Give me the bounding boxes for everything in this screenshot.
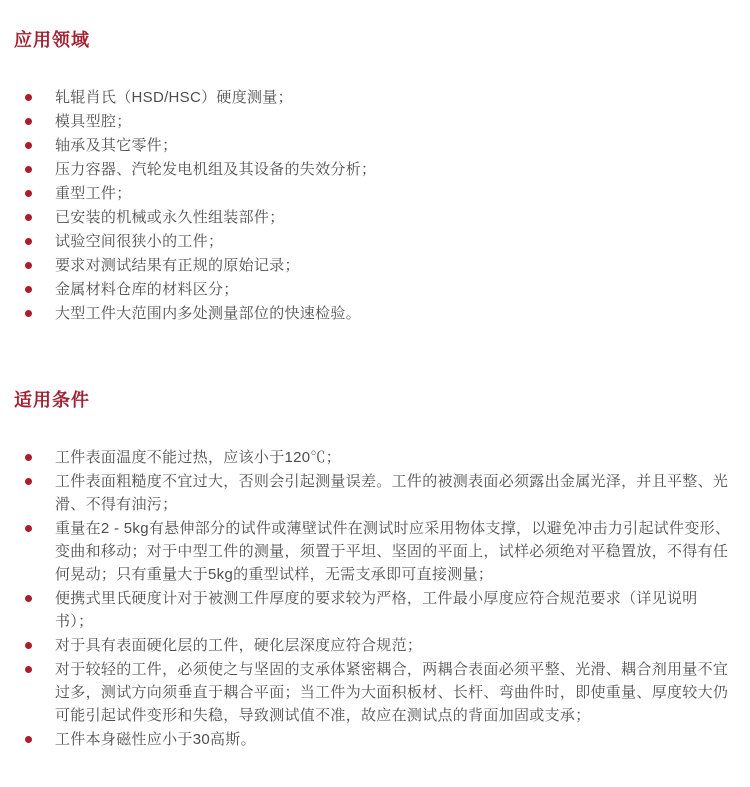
- list-item-text: 已安装的机械或永久性组装部件；: [55, 209, 285, 226]
- list-item: [0, 86, 750, 110]
- bullet-icon: [25, 478, 32, 485]
- bullet-icon: [25, 454, 32, 461]
- list-item: [0, 446, 750, 469]
- bullet-icon: [25, 286, 32, 293]
- list-item-text: 对于具有表面硬化层的工件，硬化层深度应符合规范；: [55, 637, 423, 654]
- list-item: [0, 182, 750, 206]
- list-item: [0, 634, 750, 657]
- bullet-icon: [25, 118, 32, 125]
- list-item-text: 重型工件；: [55, 185, 132, 202]
- section-title-application-areas: 应用领域: [14, 30, 90, 50]
- application-areas-bullet-list: [0, 86, 750, 326]
- list-item-text: 轧辊肖氏（HSD/HSC）硬度测量；: [55, 89, 293, 106]
- list-item-text: 工件表面温度不能过热，应该小于120℃；: [55, 449, 342, 466]
- bullet-icon: [25, 736, 32, 743]
- bullet-icon: [25, 142, 32, 149]
- applicable-conditions-bullet-list: [0, 446, 750, 751]
- list-item: [0, 517, 750, 586]
- list-item-text: 压力容器、汽轮发电机组及其设备的失效分析；: [55, 161, 377, 178]
- bullet-icon: [25, 262, 32, 269]
- list-item-text: 要求对测试结果有正规的原始记录；: [55, 257, 300, 274]
- list-item: [0, 302, 750, 326]
- bullet-icon: [25, 94, 32, 101]
- section-applicable-conditions: [0, 390, 750, 751]
- list-item: [0, 158, 750, 182]
- bullet-icon: [25, 595, 32, 602]
- bullet-icon: [25, 642, 32, 649]
- list-item: [0, 254, 750, 278]
- section-title-applicable-conditions: 适用条件: [14, 390, 90, 410]
- list-item-text: 轴承及其它零件；: [55, 137, 178, 154]
- bullet-icon: [25, 525, 32, 532]
- section-application-areas: [0, 0, 750, 326]
- list-item-text: 大型工件大范围内多处测量部位的快速检验。: [55, 305, 362, 322]
- bullet-icon: [25, 190, 32, 197]
- list-item: [0, 134, 750, 158]
- bullet-icon: [25, 238, 32, 245]
- list-item-text: 工件本身磁性应小于30高斯。: [55, 731, 256, 748]
- list-item-text: 模具型腔；: [55, 113, 132, 130]
- list-item: [0, 278, 750, 302]
- list-item-text: 试验空间很狭小的工件；: [55, 233, 224, 250]
- list-item: [0, 587, 750, 633]
- list-item-text: 工件表面粗糙度不宜过大，否则会引起测量误差。工件的被测表面必须露出金属光泽，并且平整、光滑、不得有油污；: [55, 473, 729, 513]
- list-item-text: 金属材料仓库的材料区分；: [55, 281, 239, 298]
- list-item-text: 重量在2 - 5kg有悬伸部分的试件或薄壁试件在测试时应采用物体支撑，以避免冲击力引起试件变形、变曲和移动；对于中型工件的测量，须置于平坦、坚固的平面上，试样必须绝对平稳置放，不得有任何晃动；只有重量大于5kg的重型试样，无需支承即可直接测量；: [55, 520, 731, 583]
- bullet-icon: [25, 666, 32, 673]
- list-item: [0, 206, 750, 230]
- list-item: [0, 470, 750, 516]
- list-item: [0, 728, 750, 751]
- list-item: [0, 658, 750, 727]
- list-item: [0, 110, 750, 134]
- bullet-icon: [25, 214, 32, 221]
- list-item-text: 对于较轻的工件，必须使之与坚固的支承体紧密耦合，两耦合表面必须平整、光滑、耦合剂用量不宜过多，测试方向须垂直于耦合平面；当工件为大面积板材、长杆、弯曲件时，即使重量、厚度较大仍可能引起试件变形和失稳，导致测试值不准，故应在测试点的背面加固或支承；: [55, 661, 729, 724]
- list-item: [0, 230, 750, 254]
- bullet-icon: [25, 310, 32, 317]
- bullet-icon: [25, 166, 32, 173]
- list-item-text: 便携式里氏硬度计对于被测工件厚度的要求较为严格，工件最小厚度应符合规范要求（详见说明书）；: [55, 590, 698, 630]
